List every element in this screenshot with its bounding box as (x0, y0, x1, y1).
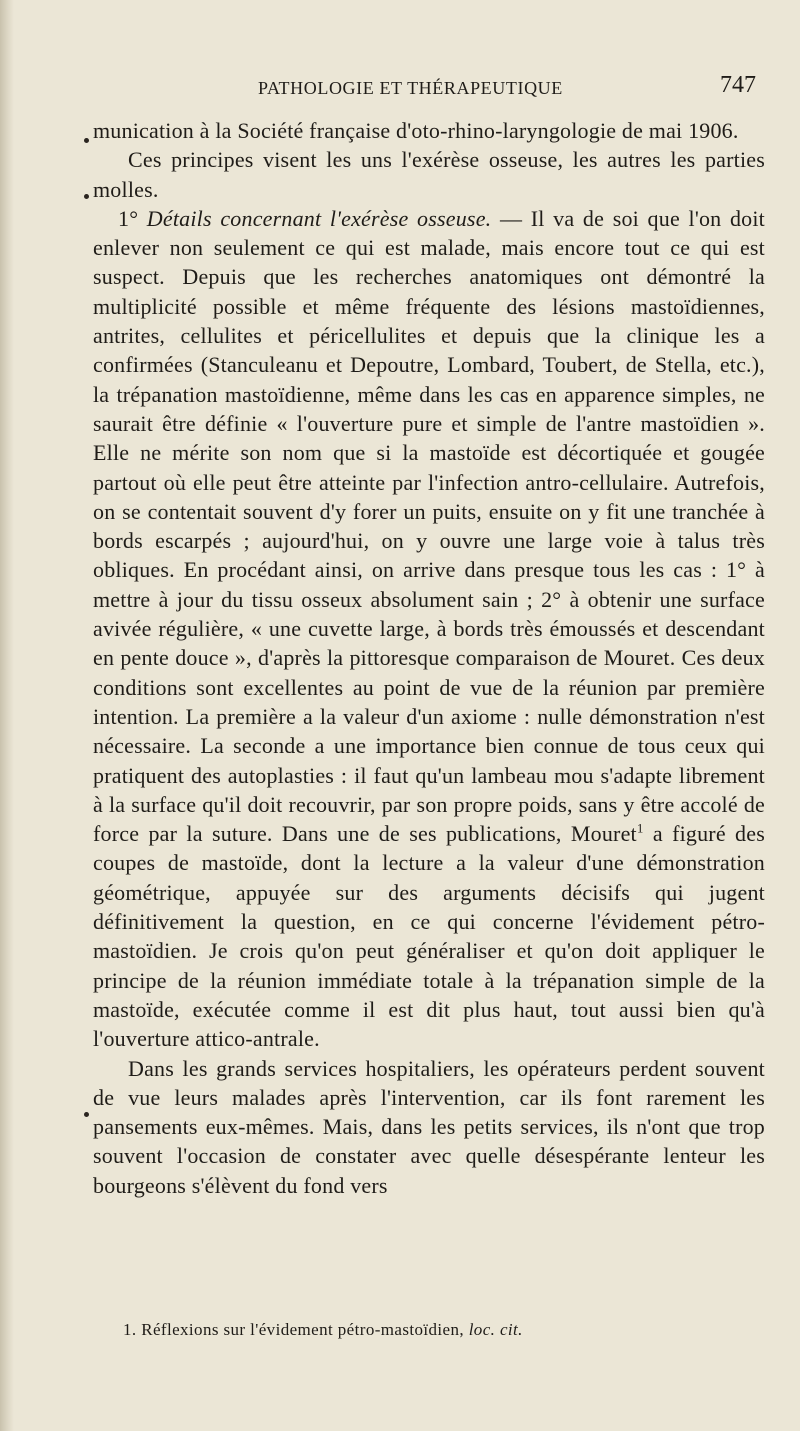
paragraph-text-a: — Il va de soi que l'on doit enlever non seulement ce qui est malade, mais encore tout ce qui est suspect. Depuis que les recherches anatomiques ont démontré la multiplicité possible et même fréquente des lésions mastoïdiennes, antrites, cellulites et péricellulites et depuis que la clinique les a confirmées (Stanculeanu et Depoutre, Lombard, Toubert, de Stella, etc.), la trépanation mastoïdienne, même dans les cas en apparence simples, ne saurait être définie « l'ouverture pure et simple de l'antre mastoïdien ». Elle ne mérite son nom que si la mastoïde est décortiquée et gougée partout où elle peut être atteinte par l'infection antro-cellulaire. Autrefois, on se contentait souvent d'y forer un puits, ensuite on y fit une tranchée à bords escarpés ; aujourd'hui, on y ouvre une large voie à talus très obliques. En procédant ainsi, on arrive dans presque tous les cas : 1° à mettre à jour du tissu osseux absolument sain ; 2° à obtenir une surface avivée régulière, « une cuvette large, à bords très émoussés et descendant en pente douce », d'après la pittoresque comparaison de Mouret. Ces deux conditions sont excellentes au point de vue de la réunion par première intention. La première a la valeur d'un axiome : nulle démonstration n'est nécessaire. La seconde a une importance bien connue de tous ceux qui pratiquent des autoplasties : il faut qu'un lambeau mou s'adapte librement à la surface qu'il doit recouvrir, par son propre poids, sans y être accolé de force par la suture. Dans une de ses publications, Mouret (93, 205, 765, 847)
paragraph-principles: Ces principes visent les uns l'exérèse osseuse, les autres les parties molles. (93, 147, 765, 202)
section-heading: Détails concernant l'exérèse osseuse. (146, 205, 492, 231)
footnote-reference: 1 (636, 820, 644, 836)
page-number: 747 (720, 72, 756, 98)
margin-mark (84, 194, 89, 199)
margin-mark (84, 1112, 89, 1117)
margin-mark (84, 138, 89, 143)
paragraph-bone-excision (93, 204, 765, 1054)
footnote (123, 1320, 763, 1340)
paragraph-text-b: a figuré des coupes de mastoïde, dont la lecture a la valeur d'une démonstration géométrique, appuyée sur des arguments décisifs qui jugent définitivement la question, en ce qui concerne l'évidement pétro-mastoïdien. Je crois qu'on peut généraliser et qu'on doit appliquer le principe de la réunion immédiate totale à la trépanation simple de la mastoïde, exécutée comme il est dit plus haut, tout aussi bien qu'à l'ouverture attico-antrale. (93, 821, 765, 1052)
footnote-marker: 1. (123, 1320, 137, 1339)
paragraph-hospital-services: Dans les grands services hospitaliers, les opérateurs perdent souvent de vue leurs malades après l'intervention, car ils font rarement les pansements eux-mêmes. Mais, dans les petits services, ils n'ont que trop souvent l'occasion de constater avec quelle désespérante lenteur les bourgeons s'élèvent du fond vers (93, 1055, 765, 1198)
footnote-text: Réflexions sur l'évidement pétro-mastoïdien, (136, 1320, 465, 1339)
body-text (93, 116, 765, 1200)
section-number: 1° (118, 205, 139, 231)
paragraph-continuation: munication à la Société française d'oto-rhino-laryngologie de mai 1906. (93, 118, 739, 143)
footnote-citation: loc. cit. (468, 1320, 523, 1339)
running-head: PATHOLOGIE ET THÉRAPEUTIQUE (258, 78, 563, 98)
